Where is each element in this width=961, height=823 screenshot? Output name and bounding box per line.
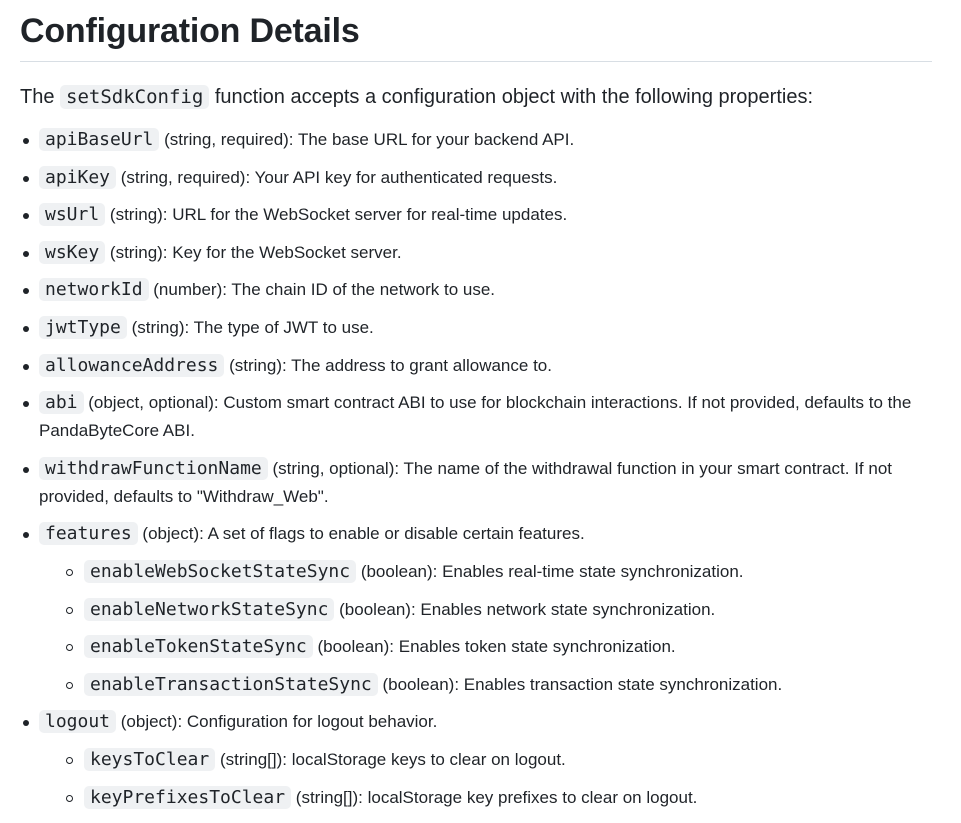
property-name: apiBaseUrl (39, 128, 159, 151)
sub-property-item (39, 558, 933, 586)
property-name: wsUrl (39, 203, 105, 226)
sub-property-item (39, 746, 933, 774)
features-sub-list (39, 558, 933, 699)
intro-code: setSdkConfig (60, 85, 209, 109)
sub-property-description: (boolean): Enables transaction state synchronization. (377, 674, 783, 694)
heading-divider (20, 61, 932, 62)
property-name: allowanceAddress (39, 354, 224, 377)
property-description: (object): Configuration for logout behavior. (116, 712, 438, 732)
property-description: (string, required): The base URL for your backend API. (159, 130, 575, 149)
sub-property-description: (boolean): Enables network state synchronization. (334, 599, 716, 619)
sub-property-name: enableWebSocketStateSync (84, 560, 356, 583)
intro-paragraph (20, 82, 933, 112)
property-description: (string): URL for the WebSocket server for real-time updates. (105, 205, 568, 225)
sub-property-description: (boolean): Enables token state synchronization. (312, 637, 676, 657)
intro-text-after: function accepts a configuration object with the following properties: (209, 86, 813, 108)
property-name: networkId (39, 278, 149, 301)
property-name: features (39, 522, 138, 545)
property-description: (number): The chain ID of the network to use. (148, 280, 496, 300)
property-description: (string, required): Your API key for authenticated requests. (116, 167, 558, 187)
sub-property-name: enableTokenStateSync (84, 635, 313, 658)
property-item (20, 201, 933, 229)
sub-property-item (39, 633, 933, 661)
property-item-logout (20, 708, 933, 811)
sub-property-description: (string[]): localStorage keys to clear on logout. (215, 749, 566, 769)
property-description: (object): A set of flags to enable or disable certain features. (137, 524, 585, 544)
sub-property-item (39, 596, 933, 624)
property-name: logout (39, 710, 116, 733)
property-name: jwtType (39, 316, 127, 339)
sub-property-description: (boolean): Enables real-time state synchronization. (356, 561, 744, 581)
property-item (20, 239, 933, 267)
property-name: wsKey (39, 241, 105, 264)
property-item (20, 352, 933, 380)
sub-property-name: keysToClear (84, 748, 215, 771)
property-description: (string): Key for the WebSocket server. (105, 242, 402, 262)
page-title: Configuration Details (20, 12, 360, 50)
property-item (20, 276, 933, 304)
intro-text-before: The (20, 86, 61, 108)
property-list (20, 126, 933, 812)
property-item (20, 164, 933, 192)
property-name: abi (39, 391, 84, 414)
property-description: (string): The type of JWT to use. (126, 317, 374, 337)
sub-property-name: enableNetworkStateSync (84, 598, 334, 621)
sub-property-item (39, 671, 933, 699)
property-description: (object, optional): Custom smart contract ABI to use for blockchain interactions. If not provided, defaults to the PandaByteCore ABI. (39, 393, 912, 441)
sub-property-name: keyPrefixesToClear (84, 786, 291, 809)
property-item (20, 126, 933, 154)
property-item (20, 314, 933, 342)
sub-property-name: enableTransactionStateSync (84, 673, 378, 696)
sub-property-description: (string[]): localStorage key prefixes to clear on logout. (291, 787, 698, 807)
property-description: (string, optional): The name of the withdrawal function in your smart contract. If not provided, defaults to "Withdraw_Web". (39, 458, 893, 506)
property-item (20, 455, 933, 511)
sub-property-item (39, 784, 933, 812)
property-name: apiKey (39, 166, 116, 189)
property-item-features (20, 520, 933, 698)
logout-sub-list (39, 746, 933, 812)
property-name: withdrawFunctionName (39, 457, 268, 480)
property-item (20, 389, 933, 445)
property-description: (string): The address to grant allowance to. (224, 355, 552, 375)
